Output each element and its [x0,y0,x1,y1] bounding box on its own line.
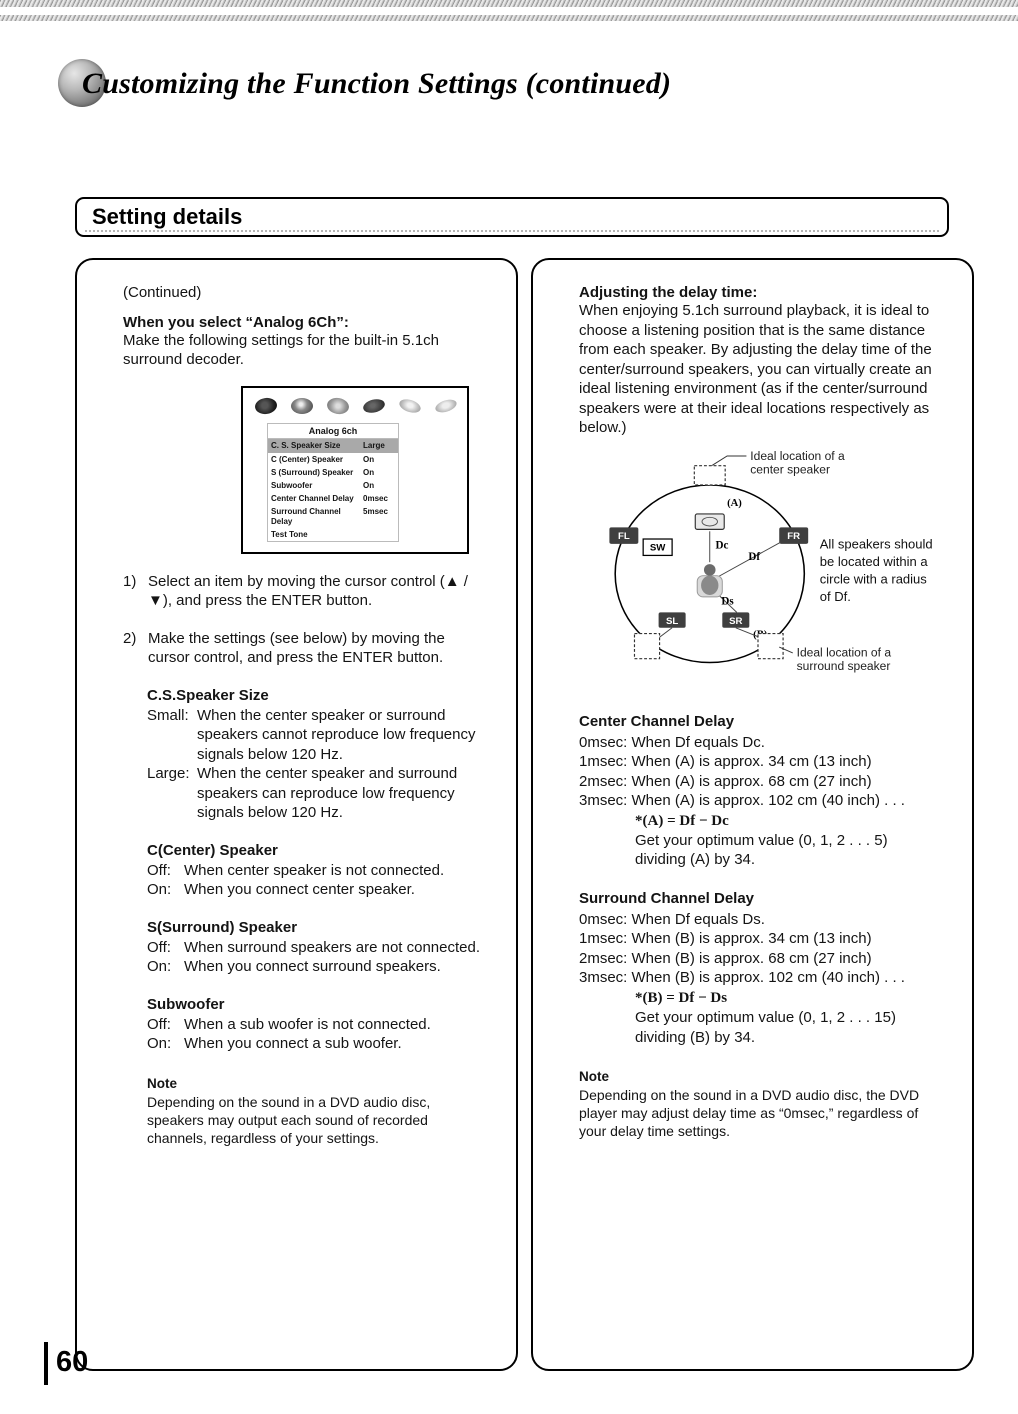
continued-label: (Continued) [123,284,202,301]
section-title: Subwoofer [147,995,225,1013]
center-speaker-icon [695,513,724,528]
step-1 [123,572,490,611]
menu-row-label: S (Surround) Speaker [271,467,354,477]
surround-right-label: SR [729,615,743,627]
formula-a: *(A) = Df − Dc [635,812,729,829]
delay-line: 1msec: When (A) is approx. 34 cm (13 inch) [579,753,872,770]
section-title: Center Channel Delay [579,712,735,730]
definition-row [147,1015,490,1035]
disc-icon-row [253,395,459,417]
optimum-line: Get your optimum value (0, 1, 2 . . . 5) [635,831,888,849]
term: On: [147,881,172,899]
note-body: Depending on the sound in a DVD audio disc, speakers may output each sound of recorded channels, regardless of your settings. [147,1093,431,1147]
disc-icon [326,397,350,417]
label-A: (A) [727,497,742,509]
menu-row [268,505,398,527]
front-left-label: FL [617,530,630,542]
step-text: Make the settings (see below) by moving the cursor control, and press the ENTER button. [148,629,445,667]
description: When you connect center speaker. [184,881,415,899]
delay-line: 3msec: When (A) is approx. 102 cm (40 inch) . . . [579,792,905,809]
speaker-diagram-svg [565,446,951,688]
note-body: Depending on the sound in a DVD audio disc, the DVD player may adjust delay time as “0msec,” regardless of your delay time settings. [579,1087,920,1140]
analog6ch-body: Make the following settings for the built-in 5.1ch surround decoder. [123,332,440,369]
definition-row [147,861,490,881]
label-df: Df [748,550,761,563]
dotted-divider [85,230,939,232]
step-text: Select an item by moving the cursor control (▲ / ▼), and press the ENTER button. [148,572,468,610]
menu-row [268,492,398,505]
section-header-box [75,197,949,237]
section-title: Surround Channel Delay [579,889,755,907]
right-panel [531,258,974,1371]
term: Off: [147,861,171,879]
delay-line: 2msec: When (A) is approx. 68 cm (27 inch) [579,772,872,790]
section-header-label: Setting details [92,204,243,229]
front-right-label: FR [787,530,801,542]
delay-line: 2msec: When (B) is approx. 68 cm (27 inch) [579,949,872,967]
delay-intro: When enjoying 5.1ch surround playback, it is ideal to choose a listening position that is the same distance from each speaker. By adjusting the delay time of the center/surround speakers, you can virtually create an ideal listening environment (as if the center/surround speakers were at their ideal locations respectively as below.) [579,302,932,436]
analog6ch-heading: When you select “Analog 6Ch”: [123,314,349,331]
delay-line: 3msec: When (B) is approx. 102 cm (40 inch) . . . [579,969,905,987]
delay-heading: Adjusting the delay time: [579,284,758,301]
menu-row-value: On [363,480,375,490]
step-number: 1) [123,572,137,590]
radius-note-line1: All speakers should [819,536,933,552]
optimum-line: dividing (A) by 34. [635,851,756,869]
title-row [56,57,1018,113]
label-ds: Ds [721,595,734,608]
page-number: 60 [44,1342,88,1385]
listener-head [704,564,716,576]
ideal-surround-right-box [758,633,783,658]
description: When you connect surround speakers. [184,958,441,976]
menu-row [268,466,398,479]
term: Off: [147,938,171,956]
disc-icon [434,398,458,415]
menu-row-label: Test Tone [271,529,308,539]
definition-row [147,957,490,977]
delay-line: 0msec: When Df equals Ds. [579,910,765,928]
section-speaker-size [147,687,490,823]
radius-note-line4: of Df. [819,588,851,604]
term: Small: [147,706,189,724]
menu-row-selected [268,439,398,452]
disc-icon [291,398,313,414]
surround-ideal-annotation-line2: surround speaker [796,658,891,673]
note-title: Note [147,1075,177,1091]
description: When surround speakers are not connected. [184,938,481,956]
step-number: 2) [123,629,137,647]
radius-note-line2: be located within a [819,553,928,569]
menu-row-value: 5msec [363,507,388,517]
annotation-leader-line [712,456,747,466]
surround-ideal-annotation-line1: Ideal location of a [796,645,892,660]
menu-row [268,453,398,466]
page-title: Customizing the Function Settings (continued) [82,67,672,100]
ideal-surround-left-box [634,633,659,658]
menu-row-label: Surround Channel Delay [271,507,341,526]
section-surround-speaker [147,919,490,977]
menu-row-value [363,530,395,539]
listener-body [701,575,718,594]
center-ideal-annotation-line1: Ideal location of a [750,448,845,463]
menu-row [268,479,398,492]
ideal-center-speaker-box [694,465,725,484]
top-decorative-bar-1 [0,0,1018,7]
section-surround-channel-delay [579,890,946,1047]
menu-row-label: C. S. Speaker Size [271,441,341,451]
section-center-channel-delay [579,713,946,870]
section-title: C.S.Speaker Size [147,686,269,704]
top-decorative-bar-2 [0,15,1018,21]
menu-row-value: 0msec [363,494,388,504]
term: On: [147,958,172,976]
menu-row [268,528,398,541]
description: When you connect a sub woofer. [184,1035,402,1053]
step-2 [123,629,490,668]
term: Large: [147,765,190,783]
definition-row [147,880,490,900]
subwoofer-label: SW [649,542,666,554]
menu-row-value: On [363,454,375,464]
definition-row [147,938,490,958]
formula-b: *(B) = Df − Ds [635,989,728,1006]
menu-row-value: On [363,467,375,477]
menu-row-value: Large [363,441,385,451]
left-note [147,1076,490,1148]
definition-row [147,706,490,765]
term: Off: [147,1015,171,1033]
center-ideal-annotation-line2: center speaker [750,461,830,476]
disc-icon [398,397,423,415]
right-note [579,1069,946,1141]
note-title: Note [579,1069,609,1084]
description: When center speaker is not connected. [184,861,445,879]
osd-menu-title: Analog 6ch [268,424,398,439]
definition-row [147,1034,490,1054]
term: On: [147,1035,172,1053]
osd-menu [267,423,399,542]
left-panel [75,258,518,1371]
section-subwoofer [147,996,490,1054]
section-title: C(Center) Speaker [147,841,278,859]
disc-icon [362,398,386,416]
description: When the center speaker and surround speakers can reproduce low frequency signals below 120 Hz. [197,765,458,822]
definition-row [147,764,490,823]
speaker-layout-diagram [565,446,946,693]
label-dc: Dc [715,539,729,552]
delay-line: 0msec: When Df equals Dc. [579,733,765,751]
menu-row-label: C (Center) Speaker [271,454,344,464]
description: When a sub woofer is not connected. [184,1015,431,1033]
delay-line: 1msec: When (B) is approx. 34 cm (13 inch) [579,930,872,948]
optimum-line: dividing (B) by 34. [635,1028,756,1046]
section-title: S(Surround) Speaker [147,918,298,936]
description: When the center speaker or surround speakers cannot reproduce low frequency signals below 120 Hz. [197,706,476,763]
optimum-line: Get your optimum value (0, 1, 2 . . . 15) [635,1009,896,1026]
disc-icon [254,397,278,416]
osd-menu-screenshot [241,386,469,554]
surround-left-label: SL [665,615,679,627]
menu-row-label: Center Channel Delay [271,494,354,504]
section-center-speaker [147,842,490,900]
radius-note-line3: circle with a radius [819,570,927,586]
menu-row-label: Subwoofer [271,480,313,490]
